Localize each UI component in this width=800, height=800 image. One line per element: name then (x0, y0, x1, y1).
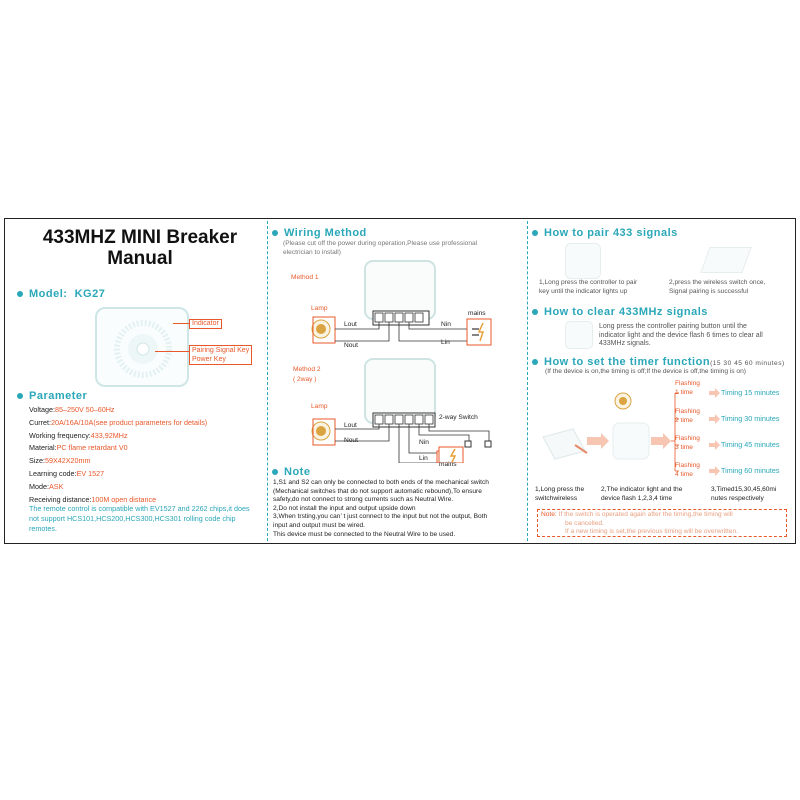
indicator-label: Indicator (189, 319, 222, 329)
title-line-2: Manual (107, 248, 173, 269)
method-2-label: Method 2 (293, 366, 321, 373)
pair-step-2: 2,press the wireless switch once, Signal pairing is successful (669, 279, 766, 295)
compatibility-note: The remote control is compatible with EV1527 and 2262 chips,it does not support HCS101,HCS200,HCS300,HCS301 rolling code chip remotes. (29, 504, 250, 533)
breaker-device-image (95, 307, 189, 387)
lin-label: Lin (419, 455, 428, 462)
param-row: Voltage:85–250V 50–60Hz (29, 405, 115, 414)
pair-heading: How to pair 433 signals (532, 227, 678, 239)
bullet-icon (17, 393, 23, 399)
timer-step-1: 1,Long press the switchwireless (535, 486, 585, 502)
parameter-heading: Parameter (17, 390, 87, 402)
arrow-icon (651, 433, 671, 449)
bullet-icon (272, 469, 278, 475)
nin-label: Nin (441, 321, 451, 328)
param-row: Curret:20A/16A/10A(see product parameters for details) (29, 417, 208, 427)
mains-label: mains (468, 310, 486, 317)
param-row: Size:59X42X20mm (29, 456, 91, 466)
timer-step-2: 2,The indicator light and the device flash 1,2,3,4 time (601, 486, 683, 502)
nout-label: Nout (344, 437, 358, 444)
manual-sheet (4, 218, 796, 544)
lamp-label: Lamp (311, 305, 328, 312)
panel-divider-2 (527, 221, 528, 541)
bullet-icon (272, 230, 278, 236)
pair-device-image (565, 243, 601, 279)
bullet-icon (532, 309, 538, 315)
timer-heading: How to set the timer function(15 30 45 60 minutes) (532, 356, 785, 369)
remote-image (543, 429, 585, 459)
wiring-subtitle: (Please cut off the power during operation,Please use professional electrician to install) (283, 240, 478, 256)
flash-4-label: Flashing 4 time (675, 462, 700, 478)
two-way-switch-label: 2-way Switch (439, 414, 478, 421)
method-1-label: Method 1 (291, 274, 319, 281)
wiring-diagram (269, 255, 525, 463)
timer-note-box: Note: If the switch is operated again after the timing,the timing will be cancelled. If a new timing is set,the previous timing will be overwritten. (537, 509, 787, 537)
lin-label: Lin (441, 339, 450, 346)
device-outline (365, 261, 435, 319)
param-row: Learning code:EV 1527 (29, 468, 105, 478)
flash-1-label: Flashing 1 time (675, 380, 700, 396)
model-heading: Model: KG27 (17, 288, 105, 300)
bullet-icon (17, 291, 23, 297)
timer-device-image (613, 423, 649, 459)
wireless-switch-image (700, 247, 751, 273)
param-row: Material:PC flame retardant V0 (29, 443, 128, 453)
lout-label: Lout (344, 422, 357, 429)
timing-30-label: Timing 30 minutes (721, 414, 780, 423)
note-heading: Note (272, 466, 310, 478)
bullet-icon (532, 359, 538, 365)
lamp-label: Lamp (311, 403, 328, 410)
title-line-1: 433MHZ MINI Breaker (42, 227, 238, 248)
arrow-icon (587, 433, 609, 449)
panel-divider-1 (267, 221, 268, 541)
method-2-sublabel: ( 2way ) (293, 376, 317, 383)
device-dial-icon (97, 309, 187, 385)
timing-60-label: Timing 60 minutes (721, 466, 780, 475)
wiring-heading: Wiring Method (272, 227, 367, 239)
nout-label: Nout (344, 342, 358, 349)
pairing-key-label: Pairing Signal Key Power Key (189, 345, 252, 365)
timing-45-label: Timing 45 minutes (721, 440, 780, 449)
mains-label: mains (439, 461, 457, 468)
timer-subtitle: (If the device is on,the timing is off;If the device is off,the timing is on) (545, 368, 746, 375)
clear-heading: How to clear 433MHz signals (532, 306, 708, 318)
flash-2-label: Flashing 2 time (675, 408, 700, 424)
pair-step-1: 1,Long press the controller to pair key until the indicator lights up (539, 279, 638, 295)
nin-label: Nin (419, 439, 429, 446)
clear-device-image (565, 321, 593, 349)
pairing-leader-line (155, 351, 189, 352)
param-row: Working frequency:433,92MHz (29, 430, 128, 440)
model-value: KG27 (74, 288, 106, 300)
lout-label: Lout (344, 321, 357, 328)
timer-step-3: 3,Timed15,30,45,60mi nutes respectively (711, 486, 777, 502)
param-row: Mode:ASK (29, 481, 64, 491)
param-row: Receiving distance:100M open distance (29, 494, 157, 504)
note-text: 1,S1 and S2 can only be connected to both ends of the mechanical switch (Mechanical switches that do not support automatic rebound),To ensure safety,do not connect to strong currents such as Neutral Wire. 2,Do not install the input and output upside down 3,When trsting,you can’ t just connect to the input but not the output, Both input and output must be wired. This device must be connected to the Neutral Wire to be used. (273, 479, 489, 538)
manual-title (35, 227, 245, 269)
flash-3-label: Flashing 3 time (675, 435, 700, 451)
parameter-list (29, 405, 259, 504)
bullet-icon (532, 230, 538, 236)
timing-15-label: Timing 15 minutes (721, 388, 780, 397)
clear-text: Long press the controller pairing button until the indicator light and the device flash 6 times to clear all 433MHz signals. (599, 323, 763, 348)
